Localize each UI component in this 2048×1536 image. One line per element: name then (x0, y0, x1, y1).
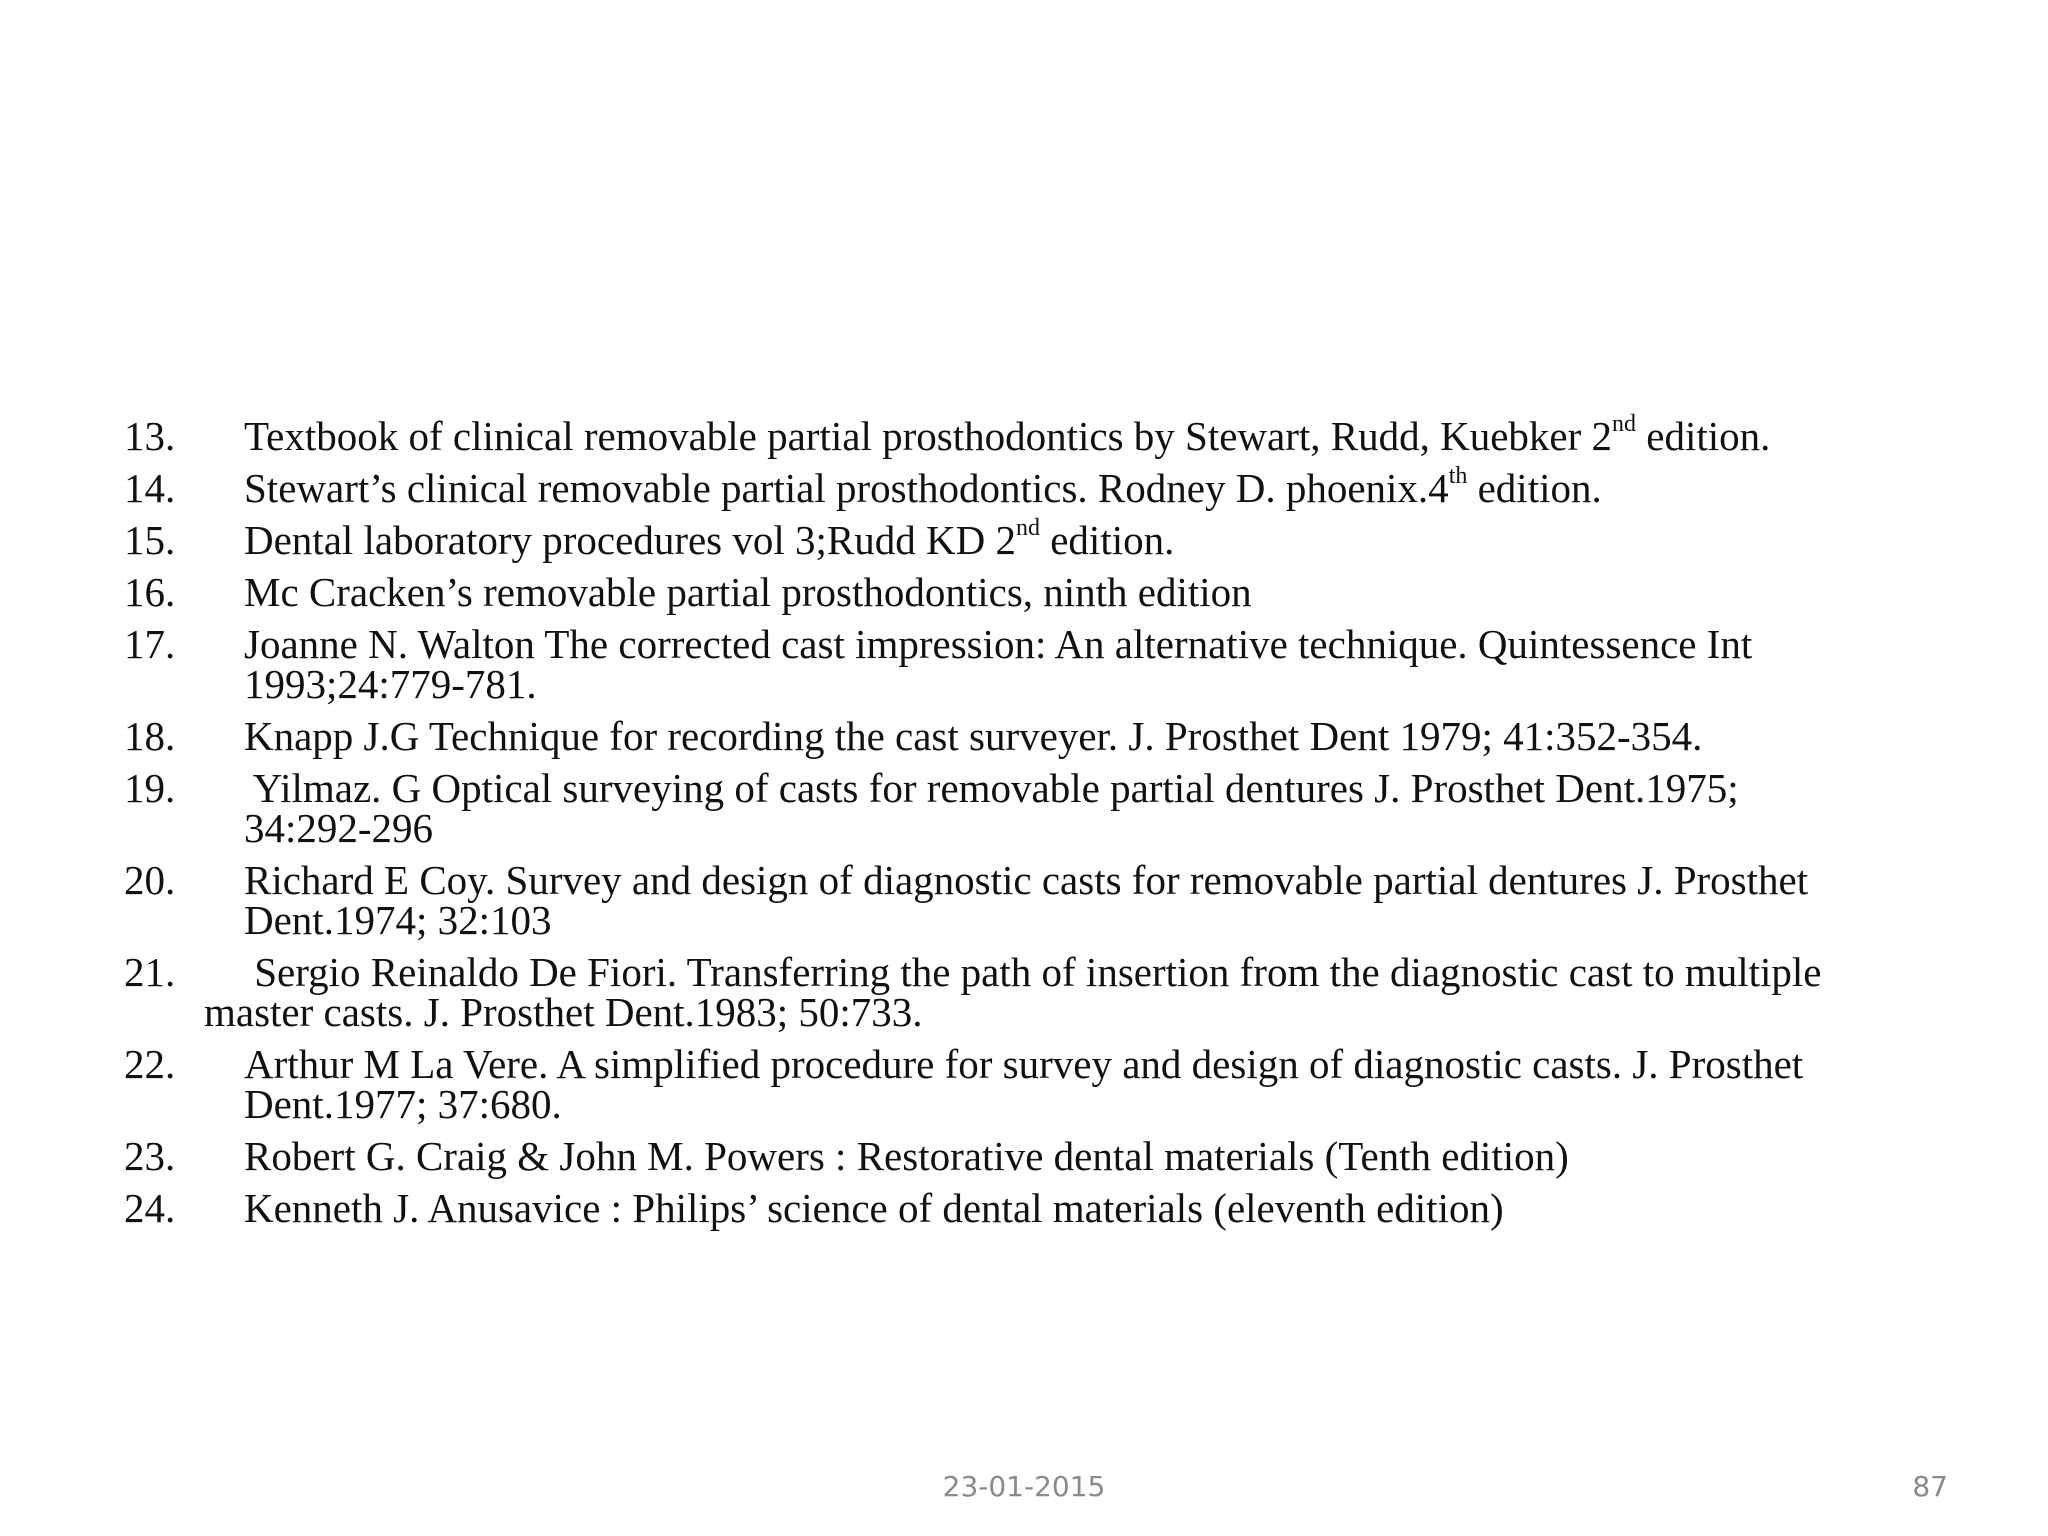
reference-text: Textbook of clinical removable partial prosthodontics by Stewart, Rudd, Kuebker 2nd edition. (244, 411, 1771, 459)
reference-number: 19. (124, 765, 176, 811)
reference-number: 24. (124, 1185, 176, 1231)
reference-number: 23. (124, 1133, 176, 1179)
reference-text: Joanne N. Walton The corrected cast impression: An alternative technique. Quintessence Int 1993;24:779-781. (244, 621, 1753, 707)
reference-number: 16. (124, 569, 176, 615)
reference-text: Yilmaz. G Optical surveying of casts for removable partial dentures J. Prosthet Dent.1975; 34:292-296 (244, 765, 1739, 851)
reference-item (124, 713, 1924, 759)
reference-text: Knapp J.G Technique for recording the cast surveyer. J. Prosthet Dent 1979; 41:352-354. (244, 713, 1703, 759)
reference-number: 13. (124, 413, 176, 459)
reference-number: 17. (124, 621, 176, 667)
reference-number: 18. (124, 713, 176, 759)
reference-text: Mc Cracken’s removable partial prosthodontics, ninth edition (244, 569, 1252, 615)
reference-item (124, 1133, 1924, 1179)
reference-text: Robert G. Craig & John M. Powers : Restorative dental materials (Tenth edition) (244, 1133, 1569, 1179)
reference-item (124, 857, 1924, 943)
reference-text: Arthur M La Vere. A simplified procedure for survey and design of diagnostic casts. J. Prosthet Dent.1977; 37:680. (244, 1041, 1804, 1127)
footer-date: 23-01-2015 (942, 1470, 1106, 1503)
reference-item (124, 569, 1924, 615)
superscript: nd (1015, 515, 1040, 542)
reference-item (124, 1185, 1924, 1231)
reference-text: Richard E Coy. Survey and design of diagnostic casts for removable partial dentures J. Prosthet Dent.1974; 32:103 (244, 857, 1809, 943)
reference-number: 20. (124, 857, 176, 903)
reference-number: 21. (124, 949, 176, 995)
superscript: th (1448, 463, 1468, 490)
reference-item (124, 515, 1924, 563)
superscript: nd (1612, 411, 1637, 438)
reference-number: 22. (124, 1041, 176, 1087)
page-number: 87 (1912, 1470, 1948, 1503)
reference-item (124, 621, 1924, 707)
reference-text: Sergio Reinaldo De Fiori. Transferring the path of insertion from the diagnostic cast to multiple master casts. J. Prosthet Dent.1983; 50:733. (204, 949, 1822, 1035)
reference-number: 14. (124, 465, 176, 511)
reference-list (124, 411, 1924, 1240)
reference-text: Kenneth J. Anusavice : Philips’ science of dental materials (eleventh edition) (244, 1185, 1504, 1231)
reference-item (124, 463, 1924, 511)
reference-text: Dental laboratory procedures vol 3;Rudd KD 2nd edition. (244, 515, 1175, 563)
reference-number: 15. (124, 517, 176, 563)
reference-item (124, 1041, 1924, 1127)
reference-text: Stewart’s clinical removable partial prosthodontics. Rodney D. phoenix.4th edition. (244, 463, 1602, 511)
reference-item (124, 949, 1924, 1035)
reference-item (124, 765, 1924, 851)
reference-item (124, 411, 1924, 459)
